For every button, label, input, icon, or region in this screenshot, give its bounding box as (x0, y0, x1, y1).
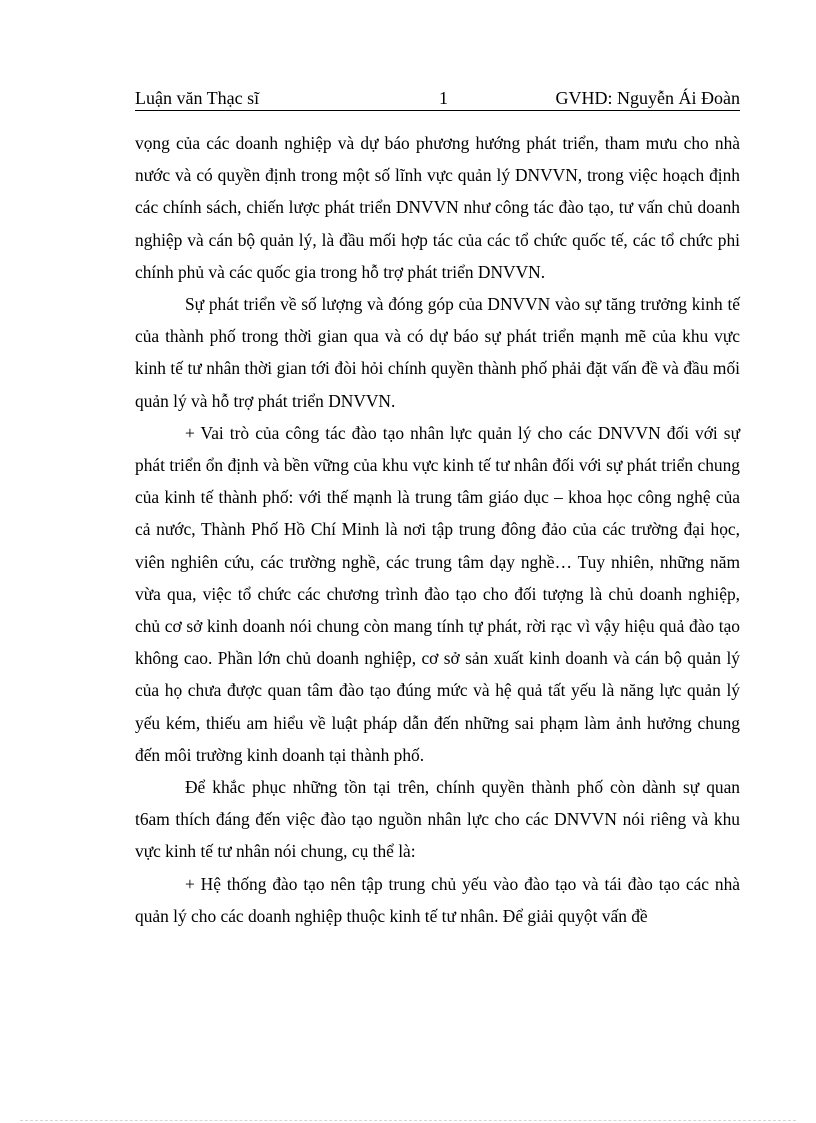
header-divider (135, 110, 740, 111)
header-thesis-type: Luận văn Thạc sĩ (135, 88, 260, 108)
paragraph: Để khắc phục những tồn tại trên, chính quyền thành phố còn dành sự quan t6am thích đáng đến việc đào tạo nguồn nhân lực cho các DNVVN nói riêng và khu vực kinh tế tư nhân nói chung, cụ thể là: (135, 777, 740, 862)
paragraph: Sự phát triển về số lượng và đóng góp của DNVVN vào sự tăng trưởng kinh tế của thành phố trong thời gian qua và có dự báo sự phát triển mạnh mẽ của khu vực kinh tế tư nhân thời gian tới đòi hỏi chính quyền thành phố phải đặt vấn đề và đầu mối quản lý và hỗ trợ phát triển DNVVN. (135, 294, 740, 411)
paragraph: + Vai trò của công tác đào tạo nhân lực quản lý cho các DNVVN đối với sự phát triển ổn định và bền vững của khu vực kinh tế tư nhân đối với sự phát triển chung của kinh tế thành phố: với thế mạnh là trung tâm giáo dục – khoa học công nghệ của cả nước, Thành Phố Hồ Chí Minh là nơi tập trung đông đảo của các trường đại học, viên nghiên cứu, các trường nghề, các trung tâm dạy nghề… Tuy nhiên, những năm vừa qua, việc tổ chức các chương trình đào tạo cho đối tượng là chủ doanh nghiệp, chủ cơ sở kinh doanh nói chung còn mang tính tự phát, rời rạc vì vậy hiệu quả đào tạo không cao. Phần lớn chủ doanh nghiệp, cơ sở sản xuất kinh doanh và cán bộ quản lý của họ chưa được quan tâm đào tạo đúng mức và hệ quả tất yếu là năng lực quản lý yếu kém, thiếu am hiểu về luật pháp dẫn đến những sai phạm làm ảnh hưởng chung đến môi trường kinh doanh tại thành phố. (135, 422, 740, 765)
paragraph: + Hệ thống đào tạo nên tập trung chủ yếu vào đào tạo và tái đào tạo các nhà quản lý cho các doanh nghiệp thuộc kinh tế tư nhân. Để giải quyột vấn đề (135, 873, 740, 926)
header-supervisor: GVHD: Nguyễn Ái Đoàn (555, 88, 740, 108)
running-header (135, 86, 740, 110)
body-text (135, 127, 740, 932)
page-bottom-edge (20, 1120, 796, 1121)
page-number: 1 (439, 88, 448, 108)
paragraph-continuation: vọng của các doanh nghiệp và dự báo phương hướng phát triển, tham mưu cho nhà nước và có quyền định trong một số lĩnh vực quản lý DNVVN, trong việc hoạch định các chính sách, chiến lược phát triển DNVVN như công tác đào tạo, tư vấn chủ doanh nghiệp và cán bộ quản lý, là đầu mối hợp tác của các tổ chức quốc tế, các tổ chức phi chính phủ và các quốc gia trong hỗ trợ phát triển DNVVN. (135, 133, 740, 282)
